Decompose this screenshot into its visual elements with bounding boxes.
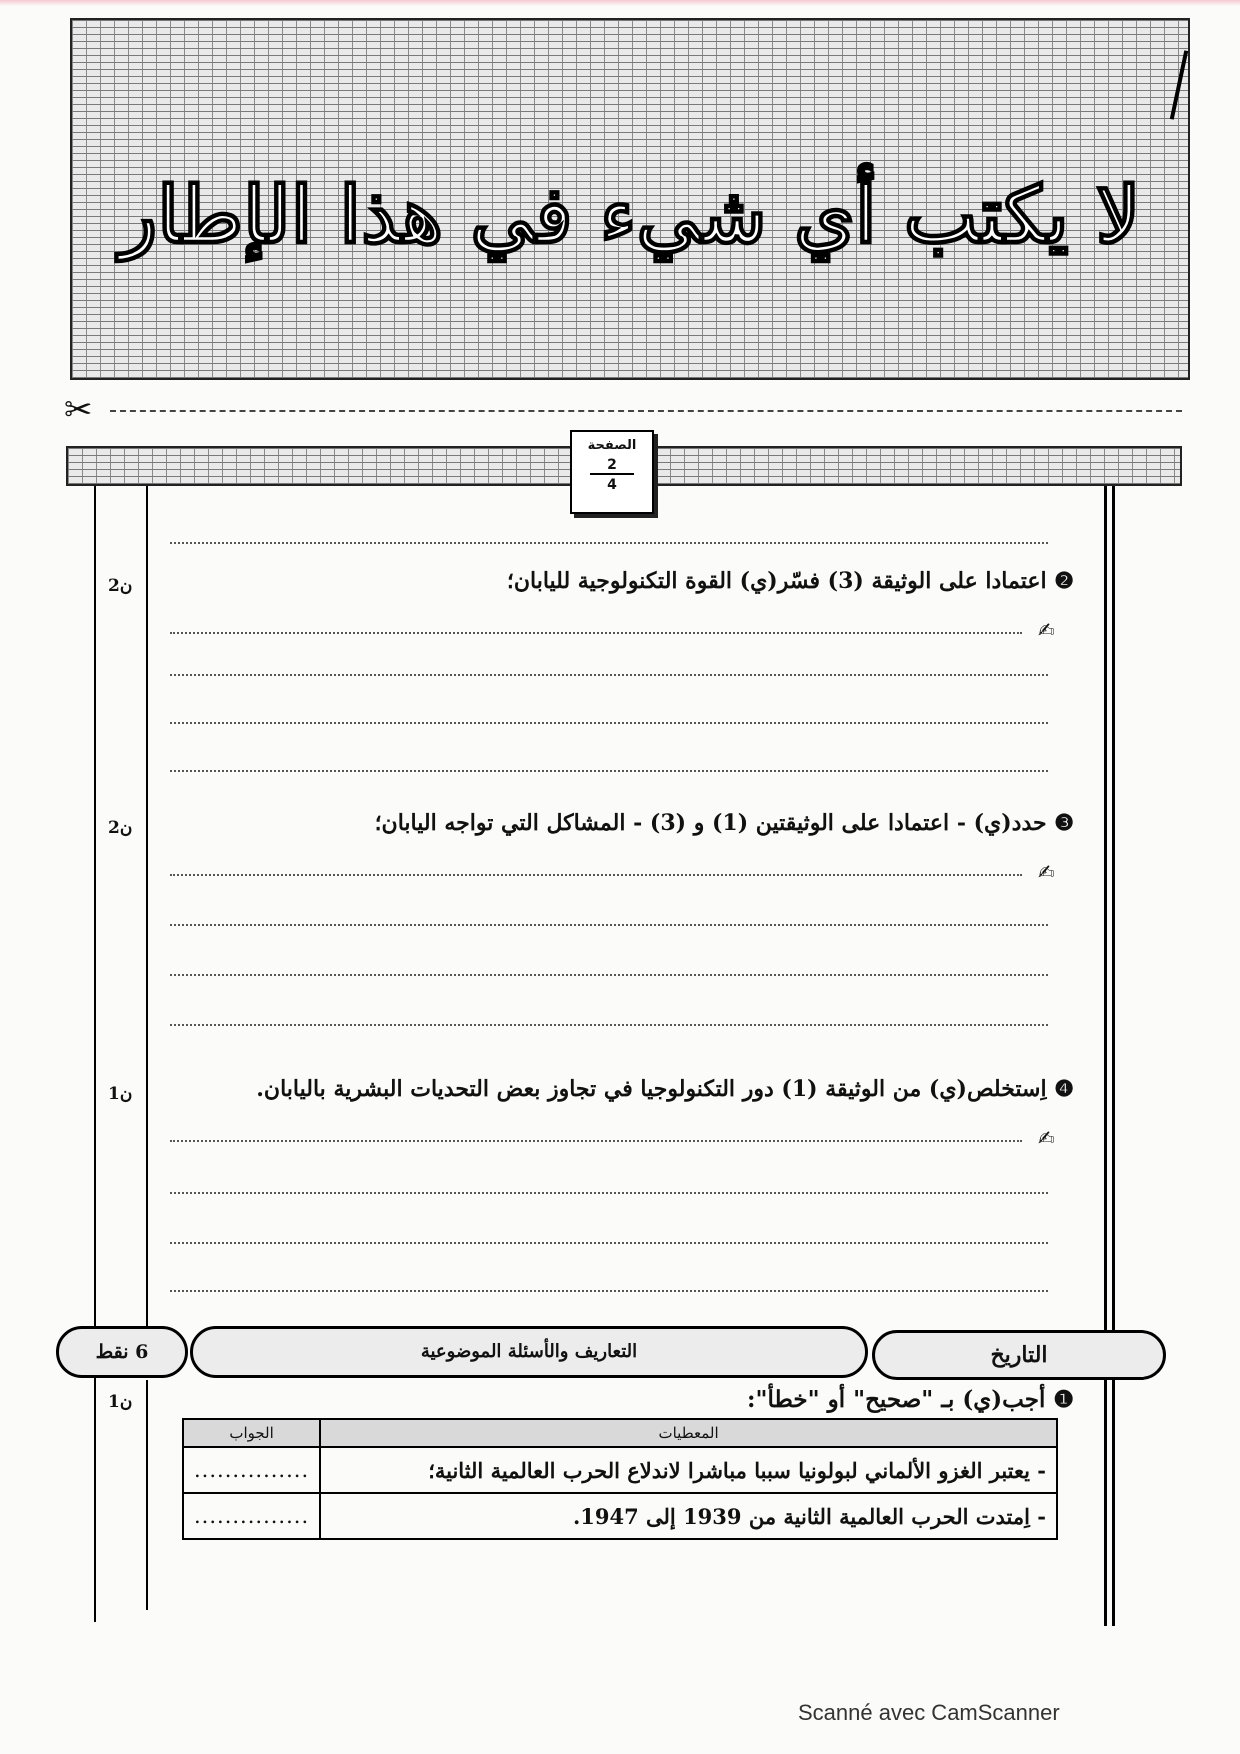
right-margin-line	[1104, 486, 1107, 1626]
table-header-row	[183, 1419, 1057, 1447]
question-4-text: اِستخلص(ي) من الوثيقة (1) دور التكنولوجيا في تجاوز بعض التحديات البشرية باليابان.	[256, 1076, 1047, 1102]
table-row	[183, 1447, 1057, 1493]
question-1	[747, 1386, 1074, 1413]
statement-cell: - يعتبر الغزو الألماني لبولونيا سببا مباشرا لاندلاع الحرب العالمية الثانية؛	[320, 1447, 1057, 1493]
answer-line	[170, 874, 1022, 876]
question-3-number: ❸	[1054, 810, 1074, 836]
question-4	[256, 1076, 1074, 1102]
answer-line	[170, 1192, 1048, 1194]
scissors-icon: ✂	[64, 390, 93, 430]
top-edge-stripe	[0, 0, 1240, 6]
page-indicator	[570, 430, 654, 514]
answer-line	[170, 924, 1048, 926]
pen-icon: ✍	[1038, 618, 1055, 642]
question-3-text: حدد(ي) - اعتمادا على الوثيقتين (1) و (3) - المشاكل التي تواجه اليابان؛	[374, 810, 1047, 836]
question-4-points: 1ن	[108, 1084, 133, 1104]
points-column-line	[146, 486, 148, 1326]
left-margin-line	[94, 486, 96, 1622]
pen-icon: ✍	[1038, 1126, 1055, 1150]
points-column-line-lower	[146, 1380, 148, 1610]
statement-cell: - اِمتدت الحرب العالمية الثانية من 1939 إلى 1947.	[320, 1493, 1057, 1539]
question-2-number: ❷	[1054, 568, 1074, 594]
section-points-badge: 6 نقط	[56, 1326, 188, 1378]
question-1-number: ❶	[1053, 1386, 1074, 1413]
cut-line	[110, 410, 1182, 412]
question-3	[375, 810, 1074, 836]
answer-line	[170, 1242, 1048, 1244]
question-1-text: أجب(ي) بـ "صحيح" أو "خطأ":	[747, 1386, 1046, 1413]
statements-header: المعطيات	[320, 1419, 1057, 1447]
question-4-number: ❹	[1054, 1076, 1074, 1102]
page-label: الصفحة	[587, 438, 637, 453]
banner-text: لا يكتب أي شيء في هذا الإطار	[119, 170, 1141, 261]
table-row	[183, 1493, 1057, 1539]
scanner-watermark: Scanné avec CamScanner	[798, 1700, 1060, 1725]
question-2-text: اعتمادا على الوثيقة (3) فسّر(ي) القوة التكنولوجية لليابان؛	[506, 568, 1047, 594]
answer-cell[interactable]: ...............	[183, 1493, 320, 1539]
answer-line	[170, 1024, 1048, 1026]
answer-line	[170, 542, 1048, 544]
question-1-points: 1ن	[108, 1392, 133, 1412]
page-total: 4	[607, 477, 617, 493]
right-margin-line-inner	[1112, 486, 1115, 1626]
answer-line	[170, 722, 1048, 724]
question-3-points: 2ن	[108, 818, 133, 838]
section-title: التعاريف والأسئلة الموضوعية	[190, 1326, 868, 1378]
answer-line	[170, 1140, 1022, 1142]
true-false-table	[182, 1418, 1058, 1540]
answer-line	[170, 674, 1048, 676]
section-subject: التاريخ	[872, 1330, 1166, 1380]
answer-header: الجواب	[183, 1419, 320, 1447]
no-write-banner	[70, 18, 1190, 380]
question-2-points: 2ن	[108, 576, 133, 596]
answer-line	[170, 1290, 1048, 1292]
pen-icon: ✍	[1038, 860, 1055, 884]
answer-cell[interactable]: ...............	[183, 1447, 320, 1493]
question-2	[507, 568, 1074, 594]
answer-line	[170, 974, 1048, 976]
answer-line	[170, 632, 1022, 634]
answer-line	[170, 770, 1048, 772]
page-current: 2	[590, 457, 634, 475]
